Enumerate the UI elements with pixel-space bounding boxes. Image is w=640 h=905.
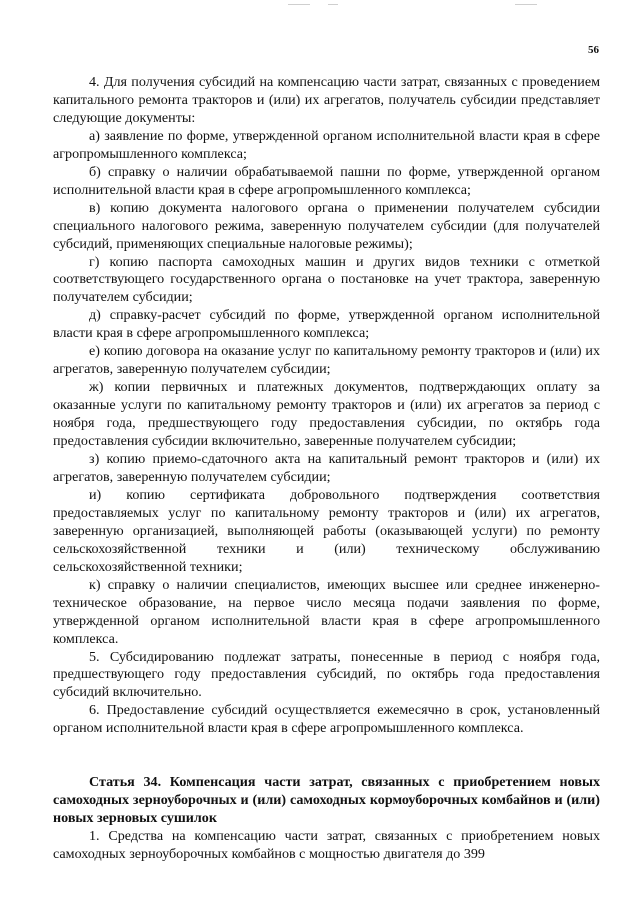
list-item-e: е) копию договора на оказание услуг по капитальному ремонту тракторов и (или) их агрегатов, заверенную получателем субсидии; — [53, 343, 600, 378]
scan-artifact — [288, 4, 310, 5]
list-item-b: б) справку о наличии обрабатываемой пашни по форме, утвержденной органом исполнительной власти края в сфере агропромышленного комплекса; — [53, 163, 600, 198]
scan-artifact — [328, 4, 338, 5]
list-item-i: и) копию сертификата добровольного подтверждения соответствия предоставляемых услуг по капитальному ремонту тракторов и (или) их агрегатов, заверенную организацией, выполняющей работы (оказывающей услуги) по ремонту сельскохозяйственной техники и (или) техническому обслуживанию сельскохозяйственной техники; — [53, 486, 600, 575]
article-paragraph-1: 1. Средства на компенсацию части затрат, связанных с приобретением новых самоходных зерноуборочных комбайнов с мощностью двигателя до 399 — [53, 828, 600, 863]
article-heading: Статья 34. Компенсация части затрат, связанных с приобретением новых самоходных зерноуборочных и (или) самоходных кормоуборочных комбайнов и (или) новых зерновых сушилок — [53, 774, 600, 827]
page-number: 56 — [588, 44, 599, 56]
scan-artifact — [515, 4, 537, 5]
document-body — [53, 74, 600, 864]
paragraph-4: 4. Для получения субсидий на компенсацию части затрат, связанных с проведением капитального ремонта тракторов и (или) их агрегатов, получатель субсидии представляет следующие документы: — [53, 74, 600, 126]
list-item-zh: ж) копии первичных и платежных документов, подтверждающих оплату за оказанные услуги по капитальному ремонту тракторов и (или) их агрегатов за период с ноября года, предшествующего году предоставления субсидии, по октябрь года предоставления субсидии включительно, заверенные получателем субсидии; — [53, 379, 600, 450]
list-item-a: а) заявление по форме, утвержденной органом исполнительной власти края в сфере агропромышленного комплекса; — [53, 127, 600, 162]
list-item-z: з) копию приемо-сдаточного акта на капитальный ремонт тракторов и (или) их агрегатов, заверенную получателем субсидии; — [53, 451, 600, 485]
list-item-g: г) копию паспорта самоходных машин и других видов техники с отметкой соответствующего государственного органа о постановке на учет трактора, заверенную получателем субсидии; — [53, 253, 600, 306]
paragraph-6: 6. Предоставление субсидий осуществляется ежемесячно в срок, установленный органом исполнительной власти края в сфере агропромышленного комплекса. — [53, 702, 600, 737]
paragraph-5: 5. Субсидированию подлежат затраты, понесенные в период с ноября года, предшествующего году предоставления субсидий, по октябрь года предоставления субсидий включительно. — [53, 648, 600, 701]
list-item-d: д) справку-расчет субсидий по форме, утвержденной органом исполнительной власти края в сфере агропромышленного комплекса; — [53, 307, 600, 342]
list-item-k: к) справку о наличии специалистов, имеющих высшее или среднее инженерно-техническое образование, на первое число месяца подачи заявления по форме, утвержденной органом исполнительной власти края в сфере агропромышленного комплекса. — [53, 576, 600, 647]
list-item-v: в) копию документа налогового органа о применении получателем субсидии специального налогового режима, заверенную получателем субсидии (для получателей субсидий, применяющих специальные налоговые режимы); — [53, 199, 600, 252]
